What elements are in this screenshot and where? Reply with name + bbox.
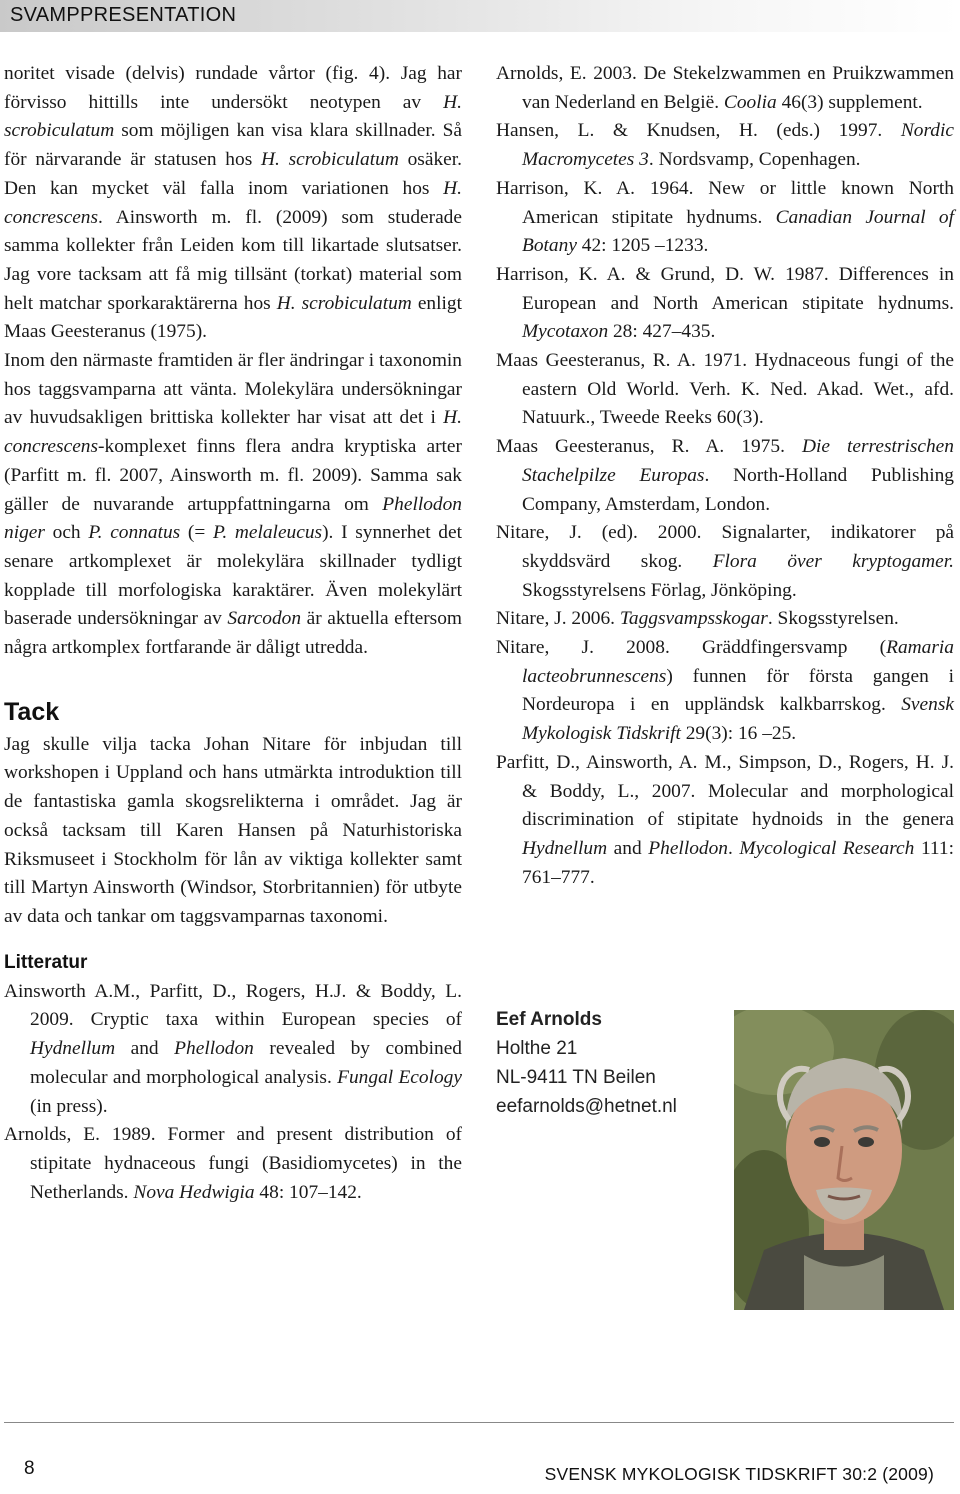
species-name: P. melaleucus: [212, 522, 323, 544]
reference-item: Nitare, J. 2006. Taggsvampsskogar. Skogsstyrelsen.: [496, 608, 899, 630]
right-column: [496, 60, 954, 892]
literature-heading: Litteratur: [4, 951, 88, 973]
reference-item: Maas Geesteranus, R. A. 1971. Hydnaceous fungi of the eastern Old World. Verh. K. Ned. Akad. Wet., afd. Natuurk., Tweede Reeks 60(3).: [496, 350, 954, 429]
author-name: Eef Arnolds: [496, 1009, 602, 1030]
text-run: Inom den närmaste framtiden är fler ändringar i taxonomin hos taggsvamparna att vänta. Molekylära undersökningar av huvudsakligen brittiska kollekter har visat att det i: [4, 350, 462, 429]
species-name: H. scrobiculatum: [261, 149, 399, 171]
text-run: -komplexet finns flera andra kryptiska arter (Parfitt m. fl. 2007, Ainsworth m. fl. 2009). Samma sak gäller de nuvarande artuppfattningarna om: [4, 436, 462, 515]
reference-item: Nitare, J. (ed). 2000. Signalarter, indikatorer på skyddsvärd skog. Flora över kryptogamer. Skogsstyrelsens Förlag, Jönköping.: [496, 522, 954, 601]
text-run: . Ainsworth m. fl. (2009) som studerade samma kollekter från Leiden kom till likartade slutsatser. Jag vore tacksam att få mig tillsänt (torkat) material som helt matchar sporkaraktärerna hos: [4, 206, 462, 314]
reference-item: Ainsworth A.M., Parfitt, D., Rogers, H.J. & Boddy, L. 2009. Cryptic taxa within European species of Hydnellum and Phellodon revealed by combined molecular and morphological analysis. Fungal Ecology (in press).: [4, 980, 462, 1117]
header-bar: [0, 0, 960, 32]
text-run: enligt Maas Geesteranus (1975).: [4, 292, 462, 343]
journal-footer: SVENSK MYKOLOGISK TIDSKRIFT 30:2 (2009): [544, 1464, 934, 1484]
reference-item: Nitare, J. 2008. Gräddfingersvamp (Ramaria lacteobrunnescens) funnen för första gangen i Nordeuropa i en uppländsk kalkbarrskog. Svensk Mykologisk Tidskrift 29(3): 16 –25.: [496, 637, 954, 745]
body-paragraph-1: [4, 60, 462, 347]
reference-item: Hansen, L. & Knudsen, H. (eds.) 1997. Nordic Macromycetes 3. Nordsvamp, Copenhagen.: [496, 120, 954, 171]
text-run: osäker. Den kan mycket väl falla inom variationen hos: [4, 149, 462, 199]
species-name: P. connatus: [88, 522, 181, 544]
genus-name: Sarcodon: [227, 608, 302, 630]
species-name: H. scrobiculatum: [276, 292, 412, 314]
text-run: är aktuella eftersom några artkomplex fortfarande är dåligt utredda.: [4, 608, 462, 659]
author-street: Holthe 21: [496, 1038, 578, 1059]
author-city: NL-9411 TN Beilen: [496, 1067, 656, 1088]
acknowledgements-heading: Tack: [4, 697, 60, 726]
author-portrait-photo: [734, 1010, 954, 1310]
portrait-illustration: [734, 1010, 954, 1310]
left-column: [4, 60, 462, 1207]
acknowledgements-text: Jag skulle vilja tacka Johan Nitare för inbjudan till workshopen i Uppland och hans utmärkta introduktion till de fantastiska gamla skogsrelikterna i området. Jag är också tacksam till Karen Hansen på Naturhistoriska Riksmuseet i Stockholm för lån av viktiga kollekter samt till Martyn Ainsworth (Windsor, Storbritannien) för utbyte av data och tankar om taggsvamparnas taxonomi.: [4, 733, 462, 927]
reference-item: Arnolds, E. 2003. De Stekelzwammen en Pruikzwammen van Nederland en België. Coolia 46(3) supplement.: [496, 63, 954, 113]
reference-item: Parfitt, D., Ainsworth, A. M., Simpson, D., Rogers, H. J. & Boddy, L., 2007. Molecular and morphological discrimination of stipitate hydnoids in the genera Hydnellum and Phellodon. Mycological Research 111: 761–777.: [496, 751, 954, 888]
page-number: 8: [24, 1458, 35, 1479]
text-run: noritet visade (delvis) rundade vårtor (fig. 4). Jag har förvisso hittills inte undersökt neotypen av: [4, 63, 462, 113]
reference-item: Maas Geesteranus, R. A. 1975. Die terrestrischen Stachelpilze Europas. North-Holland Publishing Company, Amsterdam, London.: [496, 436, 954, 515]
species-name: H. concrescens: [4, 407, 462, 458]
species-name: H. concrescens: [4, 177, 462, 228]
author-contact: [496, 1005, 726, 1121]
body-paragraph-2: [4, 347, 462, 663]
text-run: som möjligen kan visa klara skillnader. Så för närvarande är statusen hos: [4, 120, 462, 171]
footer-divider: [4, 1422, 954, 1423]
reference-item: Harrison, K. A. 1964. New or little known North American stipitate hydnums. Canadian Journal of Botany 42: 1205 –1233.: [496, 177, 954, 257]
author-email[interactable]: eefarnolds@hetnet.nl: [496, 1096, 677, 1117]
species-name: H. scrobiculatum: [4, 91, 462, 142]
text-run: och: [44, 522, 89, 544]
reference-item: Arnolds, E. 1989. Former and present distribution of stipitate hydnaceous fungi (Basidiomycetes) in the Netherlands. Nova Hedwigia 48: 107–142.: [4, 1124, 462, 1203]
species-name: Phellodon niger: [4, 493, 462, 544]
section-title: SVAMPPRESENTATION: [10, 4, 237, 26]
reference-item: Harrison, K. A. & Grund, D. W. 1987. Differences in European and North American stipitate hydnums. Mycotaxon 28: 427–435.: [496, 263, 954, 343]
text-run: ). I synnerhet det senare artkomplexet är molekylära skillnader tydligt kopplade till morfologiska karaktärer. Även molekylärt baserade undersökningar av: [4, 522, 462, 630]
text-run: (=: [180, 522, 213, 544]
